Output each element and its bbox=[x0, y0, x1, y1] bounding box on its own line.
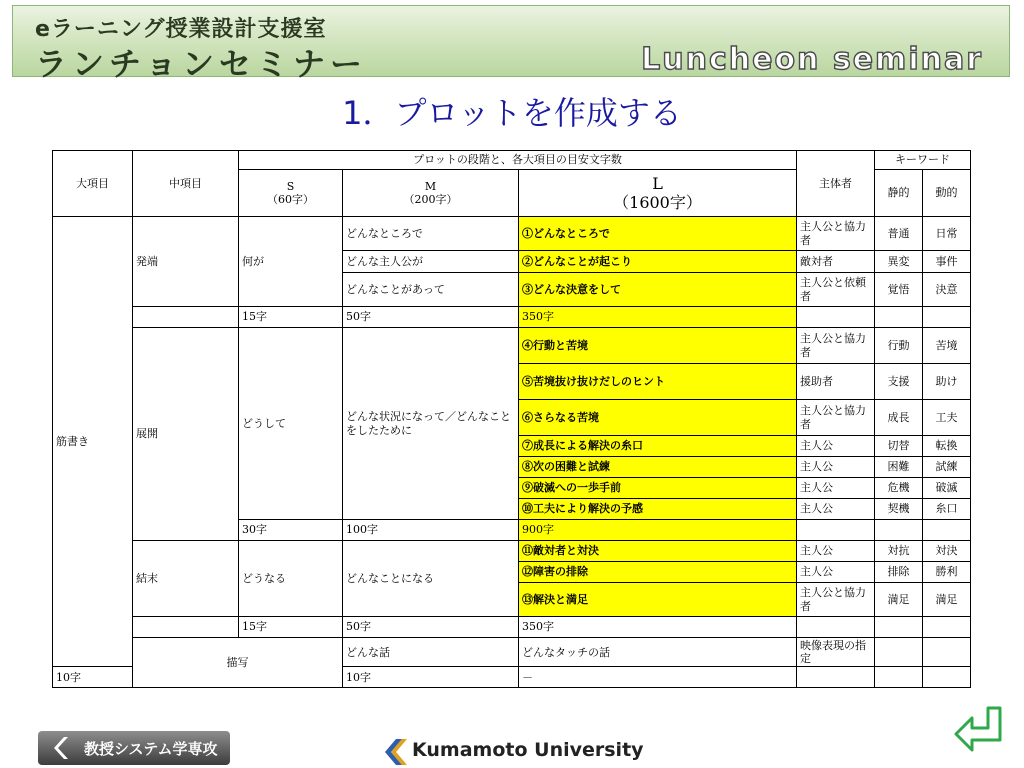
table-cell: 30字 bbox=[239, 520, 343, 541]
table-cell: 困難 bbox=[875, 457, 923, 478]
table-cell: 決意 bbox=[923, 273, 971, 307]
table-cell: 主人公 bbox=[797, 457, 875, 478]
header-s bbox=[239, 170, 343, 217]
table-cell: 普通 bbox=[875, 217, 923, 251]
table-cell: 糸口 bbox=[923, 499, 971, 520]
table-cell bbox=[923, 520, 971, 541]
header-static: 静的 bbox=[875, 170, 923, 217]
table-cell: 苦境 bbox=[923, 328, 971, 364]
table-cell: ⑨破滅への一歩手前 bbox=[519, 478, 797, 499]
header-stages: プロットの段階と、各大項目の目安文字数 bbox=[239, 151, 797, 170]
table-cell: 10字 bbox=[343, 667, 519, 688]
table-cell: 助け bbox=[923, 364, 971, 400]
table-cell bbox=[875, 638, 923, 667]
table-cell: 契機 bbox=[875, 499, 923, 520]
ketsumatsu-label: 結末 bbox=[133, 541, 239, 617]
table-cell: 試練 bbox=[923, 457, 971, 478]
table-cell: 50字 bbox=[343, 617, 519, 638]
ketsumatsu-filler bbox=[133, 617, 239, 638]
table-cell: 主人公と協力者 bbox=[797, 400, 875, 436]
table-cell: 900字 bbox=[519, 520, 797, 541]
header-subtitle: eラーニング授業設計支援室 bbox=[35, 17, 327, 42]
table-cell: どんなタッチの話 bbox=[519, 638, 797, 667]
byousha-label: 描写 bbox=[133, 638, 343, 688]
table-cell: 勝利 bbox=[923, 562, 971, 583]
back-arrow-icon[interactable] bbox=[952, 704, 1008, 754]
section-suji: 筋書き bbox=[53, 217, 133, 667]
dept-home-label: 教授システム学専攻 bbox=[84, 740, 218, 758]
table-cell: ⑧次の困難と試練 bbox=[519, 457, 797, 478]
table-cell: ⑬解決と満足 bbox=[519, 583, 797, 617]
table-cell bbox=[923, 638, 971, 667]
header-l-label: L bbox=[652, 173, 663, 193]
table-cell bbox=[923, 667, 971, 688]
table-cell: 350字 bbox=[519, 307, 797, 328]
table-cell bbox=[797, 520, 875, 541]
table-cell: 覚悟 bbox=[875, 273, 923, 307]
header-title: ランチョンセミナー bbox=[35, 45, 368, 83]
table-cell bbox=[875, 307, 923, 328]
table-cell: 350字 bbox=[519, 617, 797, 638]
table-cell: 満足 bbox=[923, 583, 971, 617]
table-cell: 主人公 bbox=[797, 478, 875, 499]
ketsumatsu-s: どうなる bbox=[239, 541, 343, 617]
table-cell: ⑪敵対者と対決 bbox=[519, 541, 797, 562]
table-cell: ⑫障害の排除 bbox=[519, 562, 797, 583]
table-cell: 10字 bbox=[53, 667, 133, 688]
table-cell: 危機 bbox=[875, 478, 923, 499]
tenkai-s: どうして bbox=[239, 328, 343, 520]
table-cell: 日常 bbox=[923, 217, 971, 251]
table-cell: 主人公と協力者 bbox=[797, 217, 875, 251]
table-cell: どんなことがあって bbox=[343, 273, 519, 307]
hottan-filler bbox=[133, 307, 239, 328]
table-cell bbox=[875, 667, 923, 688]
hottan-label: 発端 bbox=[133, 217, 239, 307]
table-cell bbox=[797, 617, 875, 638]
table-cell: － bbox=[519, 667, 797, 688]
header-m bbox=[343, 170, 519, 217]
table-cell bbox=[923, 307, 971, 328]
table-cell: 主人公と協力者 bbox=[797, 328, 875, 364]
university-mark-icon bbox=[382, 738, 408, 766]
plot-table bbox=[52, 150, 971, 688]
table-cell: 異変 bbox=[875, 251, 923, 273]
table-cell: 主人公 bbox=[797, 541, 875, 562]
table-cell: 援助者 bbox=[797, 364, 875, 400]
header-daikoumoku: 大項目 bbox=[53, 151, 133, 217]
table-cell: 対決 bbox=[923, 541, 971, 562]
header-keyword: キーワード bbox=[875, 151, 971, 170]
header-chuukoumoku: 中項目 bbox=[133, 151, 239, 217]
table-cell: ④行動と苦境 bbox=[519, 328, 797, 364]
table-cell: 支援 bbox=[875, 364, 923, 400]
table-cell: ⑦成長による解決の糸口 bbox=[519, 436, 797, 457]
table-cell bbox=[875, 617, 923, 638]
table-cell: 主人公 bbox=[797, 562, 875, 583]
table-cell: 対抗 bbox=[875, 541, 923, 562]
header-m-label: M bbox=[424, 179, 437, 193]
table-cell: 主人公と協力者 bbox=[797, 583, 875, 617]
hottan-s: 何が bbox=[239, 217, 343, 307]
slide-title: 1．プロットを作成する bbox=[342, 94, 682, 132]
table-cell: ⑤苦境抜け抜けだしのヒント bbox=[519, 364, 797, 400]
table-cell: 事件 bbox=[923, 251, 971, 273]
table-cell: どんな主人公が bbox=[343, 251, 519, 273]
table-cell: 100字 bbox=[343, 520, 519, 541]
table-cell: 破滅 bbox=[923, 478, 971, 499]
header-dynamic: 動的 bbox=[923, 170, 971, 217]
chevron-left-icon bbox=[46, 735, 74, 761]
table-cell: ②どんなことが起こり bbox=[519, 251, 797, 273]
table-cell: どんなところで bbox=[343, 217, 519, 251]
table-cell: 行動 bbox=[875, 328, 923, 364]
table-cell: 主人公 bbox=[797, 499, 875, 520]
table-cell: 成長 bbox=[875, 400, 923, 436]
table-cell bbox=[797, 667, 875, 688]
university-name: Kumamoto University bbox=[412, 739, 644, 761]
table-cell: 敵対者 bbox=[797, 251, 875, 273]
header-l bbox=[519, 170, 797, 217]
header-s-label: S bbox=[286, 179, 295, 193]
header-s-sub: （60字） bbox=[267, 193, 314, 206]
table-cell: ⑩工夫により解決の予感 bbox=[519, 499, 797, 520]
header-m-sub: （200字） bbox=[403, 193, 458, 206]
table-cell: ③どんな決意をして bbox=[519, 273, 797, 307]
table-cell: 50字 bbox=[343, 307, 519, 328]
dept-home-button[interactable] bbox=[38, 731, 230, 765]
table-cell: 15字 bbox=[239, 617, 343, 638]
table-cell: 映像表現の指定 bbox=[797, 638, 875, 667]
header-shutai: 主体者 bbox=[797, 151, 875, 217]
table-cell: ⑥さらなる苦境 bbox=[519, 400, 797, 436]
table-cell: 満足 bbox=[875, 583, 923, 617]
table-cell: 転換 bbox=[923, 436, 971, 457]
tenkai-m: どんな状況になって／どんなことをしたために bbox=[343, 328, 519, 520]
table-cell: 15字 bbox=[239, 307, 343, 328]
tenkai-label: 展開 bbox=[133, 328, 239, 541]
header-title-en: Luncheon seminar bbox=[641, 42, 983, 77]
table-cell bbox=[797, 307, 875, 328]
header-l-sub: （1600字） bbox=[613, 193, 702, 212]
table-cell: 主人公と依頼者 bbox=[797, 273, 875, 307]
table-cell bbox=[923, 617, 971, 638]
table-cell: 切替 bbox=[875, 436, 923, 457]
table-cell: ①どんなところで bbox=[519, 217, 797, 251]
ketsumatsu-m: どんなことになる bbox=[343, 541, 519, 617]
table-cell bbox=[875, 520, 923, 541]
table-cell: 主人公 bbox=[797, 436, 875, 457]
table-cell: 工夫 bbox=[923, 400, 971, 436]
table-cell: 排除 bbox=[875, 562, 923, 583]
header-banner bbox=[12, 5, 1010, 83]
table-cell: どんな話 bbox=[343, 638, 519, 667]
